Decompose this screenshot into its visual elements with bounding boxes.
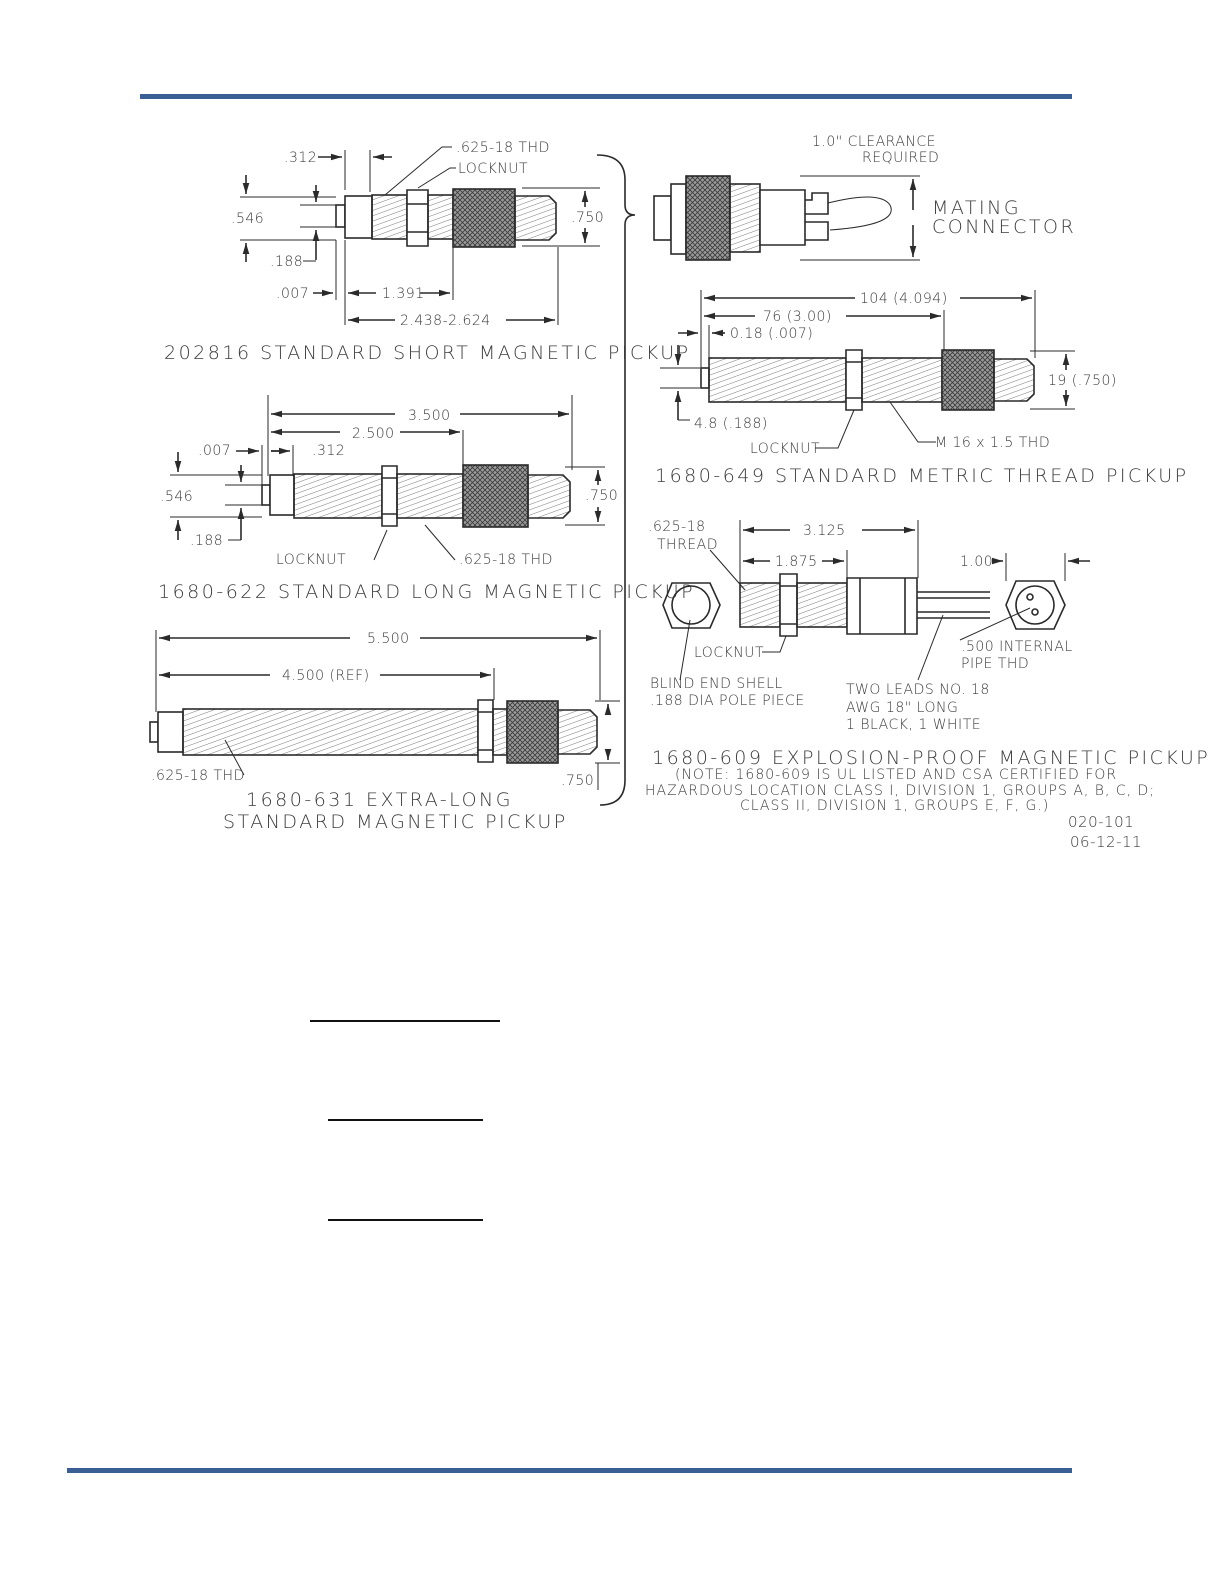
- ep-dim-3125: 3.125: [803, 523, 846, 539]
- ep-pipe-line2: PIPE THD: [961, 656, 1030, 672]
- short-thread-label: .625-18 THD: [456, 140, 550, 156]
- mating-line1: MATING: [932, 197, 1022, 219]
- ep-leads-line2: AWG 18" LONG: [846, 700, 959, 716]
- explosion-proof-body: [663, 574, 1065, 636]
- metric-thread-label: M 16 x 1.5 THD: [935, 435, 1051, 451]
- ep-dim-100: 1.00: [960, 554, 994, 570]
- metric-pickup-title: 1680-649 STANDARD METRIC THREAD PICKUP: [655, 465, 1189, 487]
- ep-locknut-label: LOCKNUT: [694, 645, 765, 661]
- metric-dim-19: 19 (.750): [1048, 373, 1117, 389]
- ep-title: 1680-609 EXPLOSION-PROOF MAGNETIC PICKUP: [652, 747, 1211, 769]
- xl-dim-4500: 4.500 (REF): [282, 668, 370, 684]
- long-dim-007: .007: [198, 443, 232, 459]
- long-dim-2500: 2.500: [352, 426, 395, 442]
- mating-connector-body: [654, 176, 891, 260]
- ep-thread-line2: THREAD: [657, 537, 719, 553]
- extra-long-pickup-body: [150, 700, 597, 763]
- long-dim-3500: 3.500: [408, 408, 451, 424]
- metric-pickup-body: [701, 350, 1034, 410]
- blank-line-1: [310, 1020, 500, 1022]
- xl-dim-750: .750: [561, 773, 595, 789]
- xl-title-line1: 1680-631 EXTRA-LONG: [246, 789, 513, 811]
- long-thread-label: .625-18 THD: [459, 552, 553, 568]
- metric-dim-104: 104 (4.094): [860, 291, 948, 307]
- long-dim-750: .750: [585, 488, 619, 504]
- metric-dim-76: 76 (3.00): [763, 309, 832, 325]
- drawing-number: 020-101: [1068, 813, 1135, 831]
- mating-connector-dimensions: [800, 176, 920, 260]
- mating-connector-labels: [812, 134, 1076, 238]
- extra-long-pickup: [150, 630, 620, 833]
- ep-leads-line1: TWO LEADS NO. 18: [846, 682, 990, 698]
- connector-brace: [597, 155, 635, 805]
- short-pickup: [164, 140, 691, 364]
- clearance-line1: 1.0" CLEARANCE: [812, 134, 936, 150]
- blank-line-2: [328, 1119, 483, 1121]
- mating-line2: CONNECTOR: [932, 216, 1077, 238]
- long-locknut-label: LOCKNUT: [276, 552, 347, 568]
- ep-thread-line1: .625-18: [648, 519, 706, 535]
- blank-line-3: [328, 1219, 483, 1221]
- short-dim-188: .188: [270, 254, 304, 270]
- clearance-line2: REQUIRED: [862, 150, 940, 166]
- short-locknut-label: LOCKNUT: [458, 161, 529, 177]
- metric-locknut-label: LOCKNUT: [750, 441, 821, 457]
- long-pickup-title: 1680-622 STANDARD LONG MAGNETIC PICKUP: [158, 581, 696, 603]
- ep-shell-line1: BLIND END SHELL: [650, 676, 783, 692]
- short-dim-2438: 2.438-2.624: [400, 313, 491, 329]
- short-pickup-title: 202816 STANDARD SHORT MAGNETIC PICKUP: [164, 342, 691, 364]
- long-dim-546: .546: [160, 489, 194, 505]
- short-dim-1391: 1.391: [382, 286, 425, 302]
- metric-pickup: [655, 290, 1189, 487]
- metric-dim-018: 0.18 (.007): [730, 326, 814, 342]
- long-pickup-body: [262, 465, 570, 527]
- explosion-proof-labels: [645, 519, 1210, 814]
- mating-connector: [654, 134, 1076, 260]
- long-pickup: [158, 395, 695, 603]
- ep-note-line3: CLASS II, DIVISION 1, GROUPS E, F, G.): [740, 798, 1050, 814]
- connector-end-hex: [1006, 581, 1065, 629]
- ep-shell-line2: .188 DIA POLE PIECE: [650, 693, 805, 709]
- ep-note-line1: (NOTE: 1680-609 IS UL LISTED AND CSA CERTIFIED FOR: [675, 767, 1118, 783]
- xl-dim-5500: 5.500: [367, 631, 410, 647]
- drawing-date: 06-12-11: [1070, 833, 1143, 851]
- short-dim-546: .546: [231, 211, 265, 227]
- long-dim-188: .188: [190, 533, 224, 549]
- short-dim-750: .750: [571, 210, 605, 226]
- long-dim-312: .312: [312, 443, 346, 459]
- short-dim-312: .312: [284, 150, 318, 166]
- short-dim-007: .007: [276, 286, 310, 302]
- xl-title-line2: STANDARD MAGNETIC PICKUP: [223, 811, 568, 833]
- ep-dim-1875: 1.875: [775, 554, 818, 570]
- short-pickup-body: [336, 189, 556, 247]
- ep-pipe-line1: .500 INTERNAL: [961, 639, 1073, 655]
- ep-leads-line3: 1 BLACK, 1 WHITE: [846, 717, 982, 733]
- metric-dim-48: 4.8 (.188): [694, 416, 768, 432]
- ep-note-line2: HAZARDOUS LOCATION CLASS I, DIVISION 1, GROUPS A, B, C, D;: [645, 783, 1156, 799]
- short-pickup-labels: [164, 140, 691, 364]
- xl-thread-label: .625-18 THD: [151, 768, 245, 784]
- explosion-proof-pickup: [645, 519, 1210, 814]
